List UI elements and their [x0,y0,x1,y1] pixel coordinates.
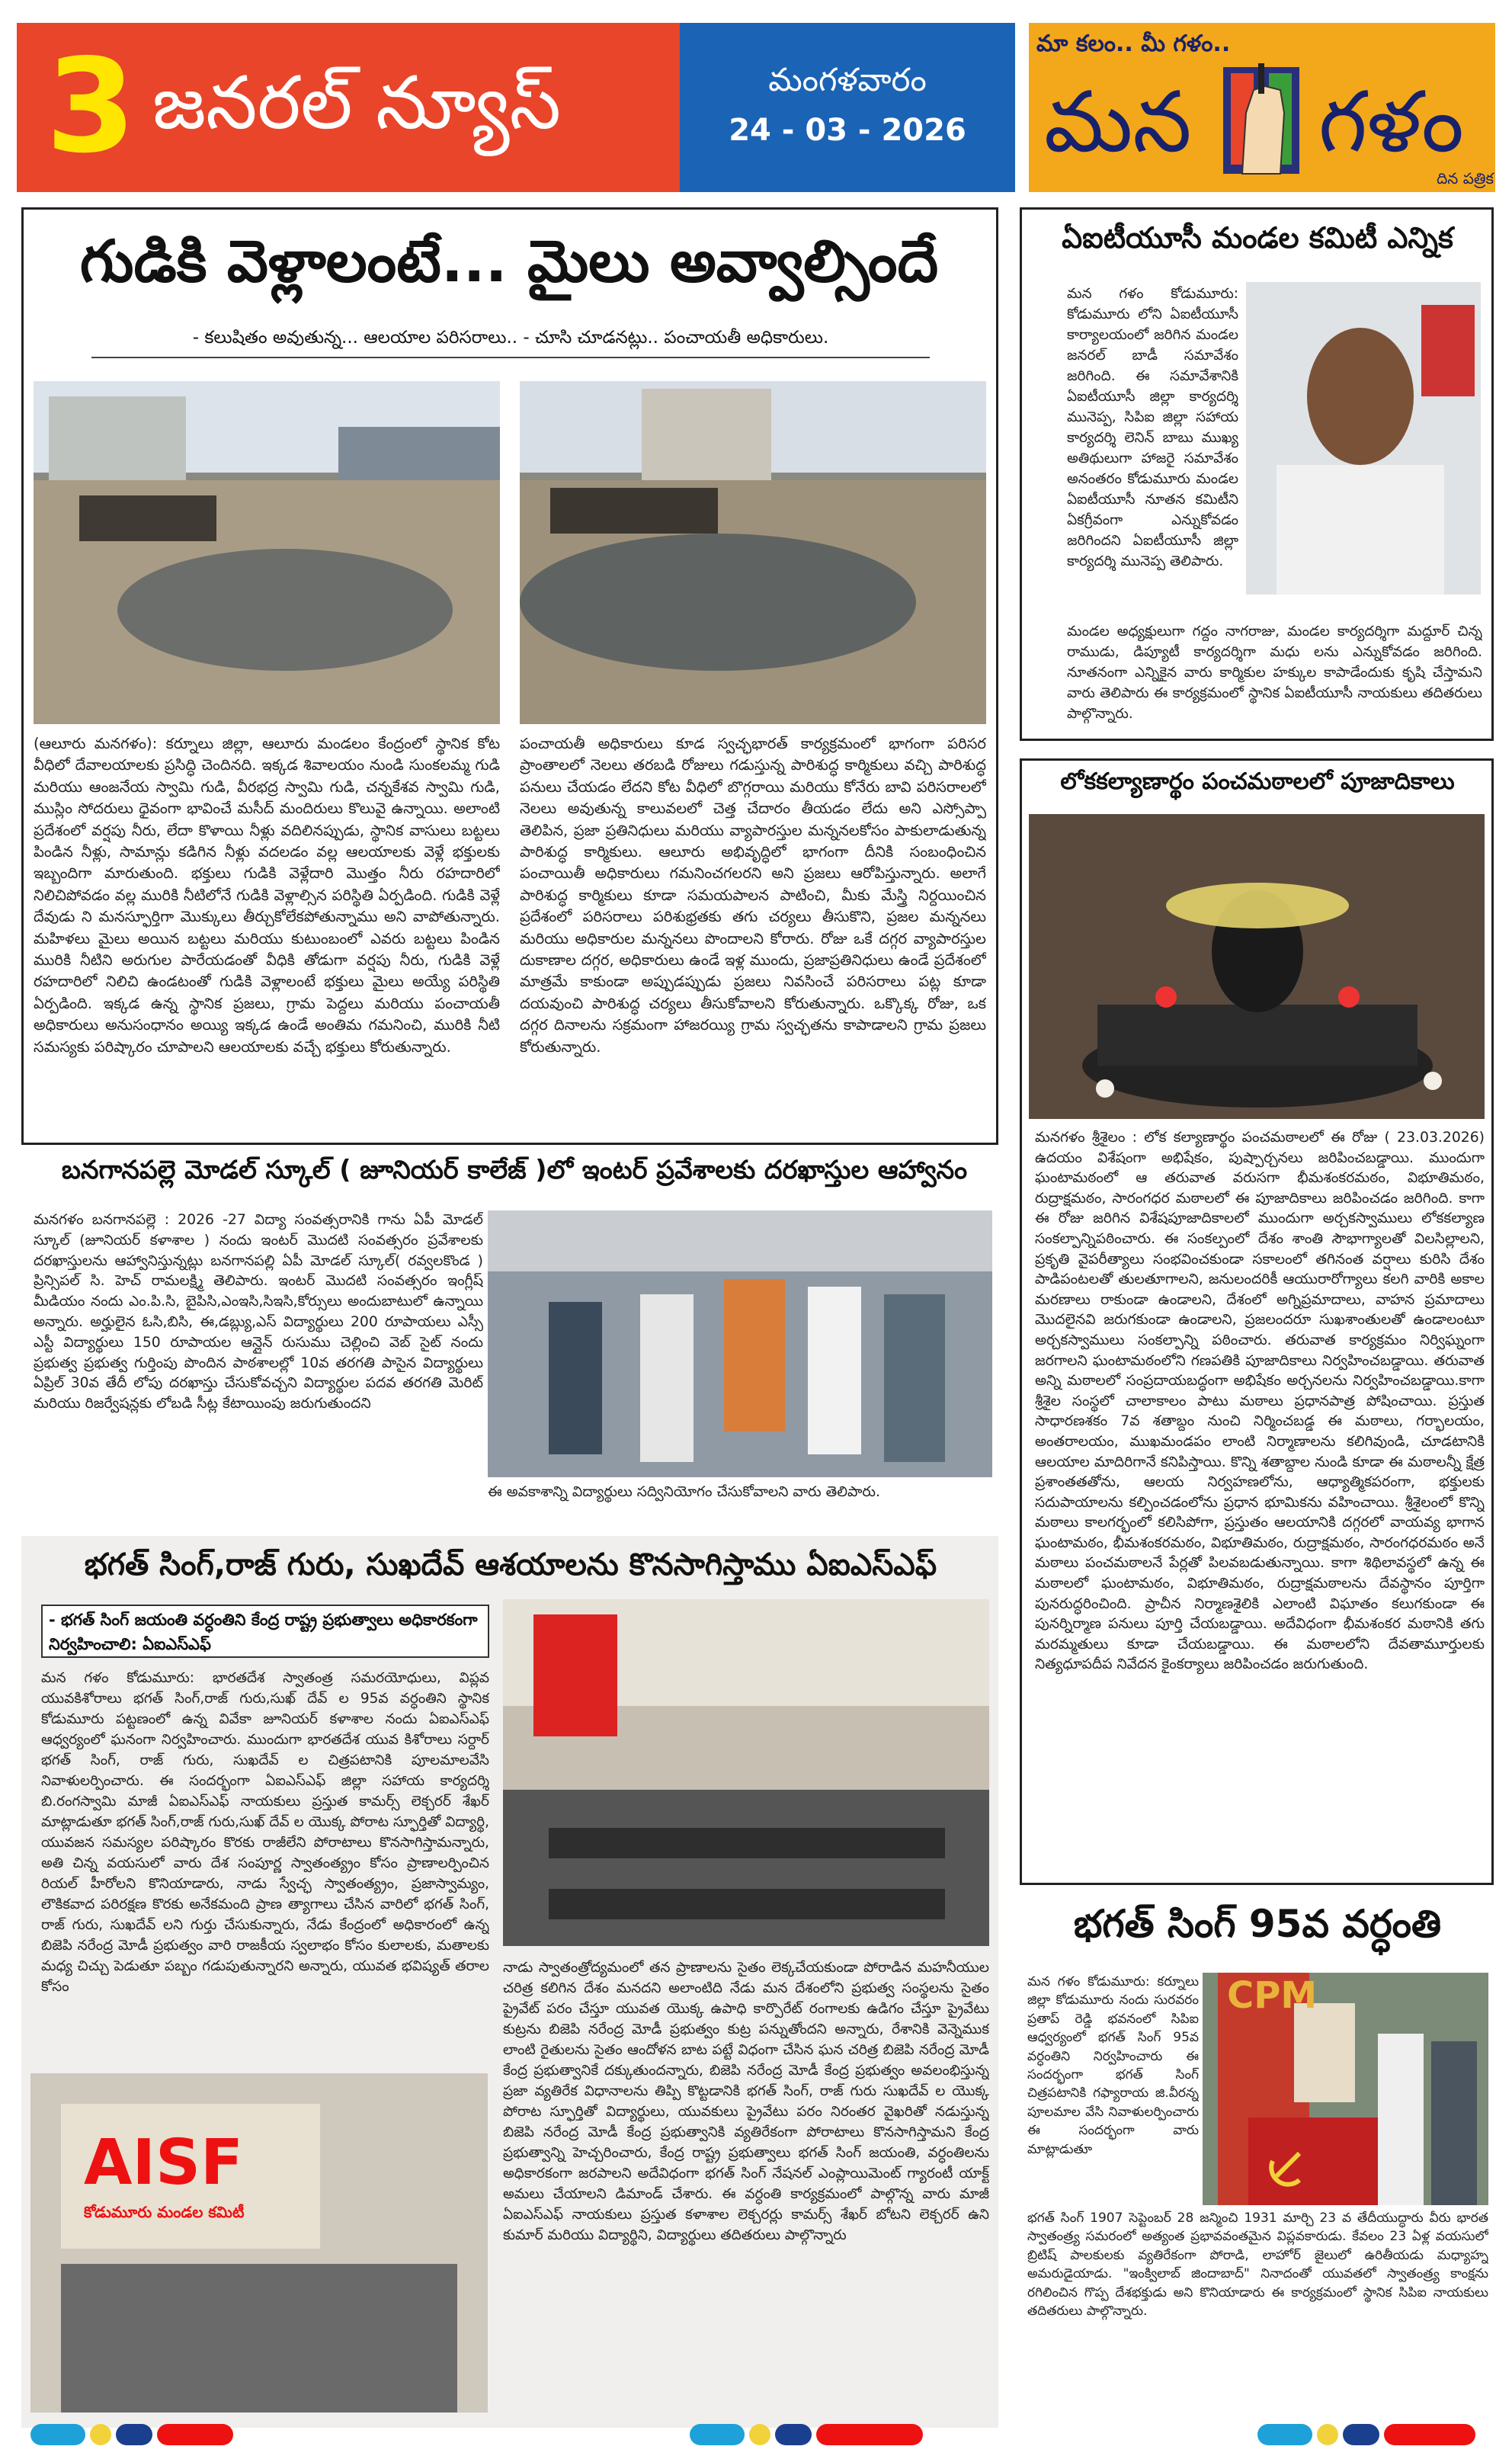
article-aisf-body: మన గళం కోడుమూరు: భారతదేశ స్వాతంత్ర సమరయోధులు, విప్లవ యువకిశోరాలు భగత్ సింగ్,రాజ్ గురు,సుఖ్ దేవ్ ల 95వ వర్ధంతిని స్థానిక కోడుమూరు పట్టణంలో ఉన్న వివేకా జూనియర్ కళాశాల నందు ఏఐఎస్ఎఫ్ ఆధ్వర్యంలో ఘనంగా నిర్వహించారు. ముందుగా భారతదేశ యువ కిశోరాలు సర్దార్ భగత్ సింగ్, రాజ్ గురు, సుఖదేవ్ ల చిత్రపటానికి పూలమాలవేసి నివాళులర్పించారు. ఈ సందర్భంగా ఏఐఎస్ఎఫ్ జిల్లా సహాయ కార్యదర్శి బి.రంగస్వామి మాజీ ఏఐఎస్ఎఫ్ నాయకులు ప్రస్తుత కామర్స్ లెక్చరర్ శేఖర్ మాట్లాడుతూ భగత్ సింగ్,రాజ్ గురు,సుఖ్ దేవ్ ల యొక్క పోరాట స్ఫూర్తితో విద్యార్థి, యువజన సమస్యల పరిష్కారం కొరకు రాజీలేని పోరాటాలు కొనసాగిస్తామన్నారు, అతి చిన్న వయసులో వారు దేశ సంపూర్ణ స్వాతంత్య్రం కోసం ప్రాణాలర్పించిన రియల్ హీరోలని కొనియాడారు, నాడు స్వేచ్ఛ స్వాతంత్య్రం, ప్రజాస్వామ్యం, లౌకికవాద పరిరక్షణ కొరకు అనేకమంది ప్రాణ త్యాగాలు చేసిన వారిలో భగత్ సింగ్, రాజ్ గురు, సుఖదేవ్ లని గుర్తు చేసుకున్నారు, నేడు కేంద్రంలో అధికారంలో ఉన్న బిజెపి నరేంద్ర మోడీ ప్రభుత్వం వారి రాజకీయ స్వలాభం కోసం కులాలకు, మతాలకు మధ్య చిచ్చు పెడుతూ పబ్బం గడుపుతున్నారని అన్నారు, యువత భవిష్యత్ తరాల కోసం [41,1670,489,1995]
page-number: 3 [46,31,136,182]
article-school-body-end: ఈ అవకాశాన్ని విద్యార్థులు సద్వినియోగం చేసుకోవాలని వారు తెలిపారు. [488,1484,880,1500]
raised-fist-pen-icon [1208,59,1315,181]
article-aisf-subheadline: - భగత్ సింగ్ జయంతి వర్ధంతిని కేంద్ర రాష్ట్ర ప్రభుత్వాలు అధికారకంగా నిర్వహించాలి: ఏఐఎస్ఎఫ్ [41,1605,489,1658]
header-date: 24 - 03 - 2026 [729,113,966,148]
photo-aisf-classroom-image [503,1599,989,1946]
photo-temple-street-1-image [34,381,500,724]
header-day: మంగళవారం [768,61,927,98]
article-aituc-headline: ఏఐటీయూసీ మండల కమిటీ ఎన్నిక [1062,221,1453,255]
photo-temple-street-2-image [520,381,986,724]
article-aisf-headline: భగత్ సింగ్,రాజ్ గురు, సుఖదేవ్ ఆశయాలను కొనసాగిస్తాము ఏఐఎస్ఎఫ్ [84,1547,937,1582]
logo-word-galam: గళం [1318,73,1464,171]
aisf-banner-subtext: కోడుమూరు మండల కమిటీ [84,2203,245,2221]
photo-temple-street-1 [34,381,500,724]
photo-aisf-classroom [503,1599,989,1946]
article-bhagat-body: మన గళం కోడుమూరు: కర్నూలు జిల్లా కోడుమూరు నందు సురవరం ప్రతాప్ రెడ్డి భవనంలో సిపిఐ ఆధ్వర్యంలో భగత్ సింగ్ 95వ వర్ధంతిని నిర్వహించారు ఈ సందర్భంగా భగత్ సింగ్ చిత్రపటానికి గఫ్యారాయ జి.వీరన్న పూలమాల వేసి నివాళులర్పించారు ఈ సందర్భంగా వారు మాట్లాడుతూ [1027,1974,1199,2157]
article-bhagat-body-cont: భగత్ సింగ్ 1907 సెప్టెంబర్ 28 జన్మించి 1931 మార్చి 23 వ తేదీయుద్ధారు వీరు భారత స్వాతంత్ర్య సమరంలో అత్యంత ప్రభావవంతమైన విప్లవకారుడు. కేవలం 23 ఏళ్ల వయసులో బ్రిటిష్ పాలకులకు వ్యతిరేకంగా పోరాడి, లాహోర్ జైలులో ఉరితీయడు మధ్యాహ్న అమరుడైయాడు. "ఇంక్విలాబ్ జిందాబాద్" నినాదంతో యువతలో స్వాతంత్ర్య కాంక్షను రగిలించిన గొప్ప దేశభక్తుడు అని కొనియాడారు ఈ కార్యక్రమంలో స్థానిక సిపిఐ నాయకులు తదితరులు పాల్గొన్నారు. [1027,2211,1488,2320]
photo-aituc-portrait [1246,282,1481,595]
article-srisailam-headline: లోకకల్యాణార్థం పంచమఠాలలో పూజాదికాలు [1060,768,1455,795]
photo-temple-street-2 [520,381,986,724]
article-temple-subheadline: - కలుషితం అవుతున్న... ఆలయాల పరిసరాలు.. - చూసి చూడనట్లు.. పంచాయతీ అధికారులు. [91,328,930,358]
article-srisailam-body: మనగళం శ్రీశైలం : లోక కల్యాణార్థం పంచమఠాలలో ఈ రోజు ( 23.03.2026) ఉదయం విశేషంగా అభిషేకం, పుష్పార్చనలు జరిపించబడ్డాయి. ముందుగా ఘంటామఠంలో ఆ తరువాత వరుసగా భీమశంకరమఠం, విభూతిమఠం, రుద్రాక్షమఠం, సారంగధర మఠాలలో ఈ పూజాదికాలు జరిపించడం జరిగింది. కాగా ఈ రోజు జరిగిన విశేషపూజాదికాలలో ముందుగా అర్చకస్వాములు లోకకల్యాణ సంకల్పాన్నిపఠించారు. ఈ సంకల్పంలో దేశం శాంతి సౌభాగ్యాలతో విలసిల్లాలని, ప్రకృతి వైపరీత్యాలు సంభవించకుండా సకాలంలో తగినంత వర్షాలు కురిసి దేశం పాడిపంటలతో తులతూగాలని, జనులందరికీ ఆయురారోగ్యాలు కలగి వారికి అకాల మరణాలు రాకుండా ఉండాలని, దేశంలో అగ్నిప్రమాదాలు, వాహన ప్రమాదాలు మొదలైనవి జరుగకుండా ఉండాలని, ప్రజలందరూ సుఖశాంతులతో ఉండాలంటూ అర్చకస్వాములు సంకల్పాన్ని పఠించారు. తరువాత కార్యక్రమం నిర్విఘ్నంగా జరగాలని ఘంటామఠంలోని గణపతికి పూజాదికాలు నిర్వహించబడ్డాయి. తరువాత అన్ని మఠాలలో సంప్రదాయబద్ధంగా అభిషేకం అర్చనలను నిర్వహించబడ్డాయి.కాగా శ్రీశైల సంస్థలో చాలాకాలం పాటు మఠాలు ప్రధానపాత్ర పోషించాయి. ప్రస్తుత సాధారణశకం 7వ శతాబ్దం నుంచి నిర్మించబడ్డ ఈ మఠాలు, గర్భాలయం, అంతరాలయం, ముఖమండపం లాంటి నిర్మాణాలను కలిగివుండి, చూడటానికి ఆలయాల మాదిరిగానే కనిపిస్తాయి. కొన్ని శతాబ్దాల నుండి కూడా ఈ మఠాలన్నీ క్షేత్ర ప్రశాంతతతోను, ఆలయ నిర్వహణలోను, ఆధ్యాత్మికపరంగా, భక్తులకు సదుపాయాలను కల్పించడంలోను ప్రధాన భూమికను వహించాయి. శ్రీశైలంలో కొన్ని మఠాలు కాలగర్భంలో కలిసిపోగా, ప్రస్తుతం ఆలయానికి దగ్గరలో వాయవ్య భాగాన ఘంటామఠం, భీమశంకరమఠం, విభూతిమఠం, రుద్రాక్షమఠం, సారంగధరమఠం అనే మఠాలు పంచమఠాలనే పేర్లతో పిలవబడుతున్నాయి. కాగా శిథిలావస్థలో ఉన్న ఈ మఠాలలో ఘంటామఠం, విభూతిమఠం, రుద్రాక్షమఠాలను దేవస్థానం పూర్తిగా పునరుద్ధరించింది. ప్రాచీన నిర్మాణశైలికి ఎలాంటి విఘాతం కలుగకుండా ఈ పునర్నిర్మాణ పనులు పూర్తి చేయబడ్డాయి. అదేవిధంగా భీమశంకర మఠానికి తగు మరమ్మతులు కూడా చేయబడ్డాయి. ఈ మఠాలలోని దేవతామూర్తులకు నిత్యధూపదీప నివేదన కైంకర్యాలు జరిపించడం జరుగుతుంది. [1035,1130,1485,1673]
photo-aituc-portrait-image [1246,282,1481,595]
logo-subtitle: దిన పత్రిక [1437,169,1494,188]
photo-school-visit [488,1210,992,1477]
section-title: జనరల్ న్యూస్ [152,60,561,146]
photo-shivalinga-image [1029,814,1485,1119]
article-aituc-body: మన గళం కోడుమూరు: కోడుమూరు లోని ఏఐటీయూసీ కార్యాలయంలో జరిగిన మండల జనరల్ బాడీ సమావేశం జరిగింది. ఈ సమావేశానికి ఏఐటీయూసీ జిల్లా కార్యదర్శి మునెప్ప, సిపిఐ జిల్లా సహాయ కార్యదర్శి లెనిన్ బాబు ముఖ్య అతిథులుగా హాజరై సమావేశం అనంతరం కోడుమూరు మండల ఏఐటీయూసీ నూతన కమిటీని ఏకగ్రీవంగా ఎన్నుకోవడం జరిగిందని ఏఐటీయూసీ జిల్లా కార్యదర్శి మునెప్ప తెలిపారు. [1067,286,1238,569]
article-temple-headline: గుడికి వెళ్లాలంటే... మైలు అవ్వాల్సిందే [79,227,939,295]
cpm-banner-text: CPM [1227,1974,1318,2017]
photo-aisf-banner [30,2073,488,2413]
header-date-band [680,23,1015,192]
article-temple-body-left: (ఆలూరు మనగళం): కర్నూలు జిల్లా, ఆలూరు మండలం కేంద్రంలో స్థానిక కోట వీధిలో దేవాలయాలకు ప్రసిద్ధి చెందినది. ఇక్కడ శివాలయం నుండి సుంకలమ్మ గుడి మరియు ఆంజనేయ స్వామి గుడి, వీరభద్ర స్వామి గుడి, చన్నకేశవ స్వామి గుడి, ముస్లిం సోదరులు ధైవంగా భావించే మసీద్ మందిరులు కొలువై ఉన్నాయి. అలాంటి ప్రదేశంలో వర్షపు నీరు, లేదా కొళాయి నీళ్లు వదిలినప్పుడు, స్థానిక వాసులు బట్టలు పిండిన నీళ్లు, సామాన్లు కడిగిన నీళ్లు వదలడం వల్ల ఆలయాలకు వెళ్లే భక్తులకు ఇబ్బందిగా మారుతుంది. భక్తులు గుడికి వెళ్లేదారి మొత్తం నీరు రహదారిలో నిలిచిపోవడం వల్ల మురికి నీటిలోనే గుడికి వెళ్లాల్సిన పరిస్థితి ఏర్పడింది. గుడికి వెళ్లే దేవుడు ని మనస్ఫూర్తిగా మొక్కులు తీర్చుకోలేకపోతున్నాము అని వాపోతున్నారు. మహిళలు మైలు అయిన బట్టలు మరియు కుటుంబంలో ఎవరు బట్టలు పిండిన మురికి నీటిని అరుగుల పారేయడంతో వీధికి తోడుగా వర్షపు నీరు, గుడికి వెళ్లే రహదారిలో నిలిచి ఉండటంతో గుడికి వెళ్లాలంటే భక్తులు మైలు అయ్యే పరిస్థితి ఏర్పడింది. ఇక్కడ ఉన్న స్థానిక ప్రజలు, గ్రామ పెద్దలు మరియు పంచాయతీ అధికారులు అనుసంధానం అయ్యి ఇక్కడ ఉండే అంతిమ గమనించి, మురికి నీటి సమస్యకు పరిష్కారం చూపాలని ఆలయాలకు వచ్చే భక్తులు కోరుతున్నారు. [34,735,500,1056]
photo-shivalinga [1029,814,1485,1119]
photo-aisf-banner-image [30,2073,488,2413]
article-temple-body-right: పంచాయతీ అధికారులు కూడ స్వచ్ఛభారత్ కార్యక్రమంలో భాగంగా పరిసర ప్రాంతాలలో నెలలు తరబడి రోజులు గడుస్తున్న పారిశుద్ధ కార్మికులు వచ్చి పారిశుద్ధ పనులు చేయడం లేదని కోట వీధిలో బొగ్గరాయి మరియు కోనేరు బావి పరిసరాలలో నెలలు అవుతున్న కాలువలలో చెత్త చేదారం తీయడం లేదు అని ఎస్సోప్పా తెలిపిన, ప్రజా ప్రతినిధులు మరియు వ్యాపారస్తుల మన్ననలకోసం పాకులాడుతున్న పారిశుద్ధ కార్మికులు. ఆలూరు అభివృద్ధిలో భాగంగా దీనికి సంబంధించిన పంచాయితీ అధికారులు గమనించగలరని అని ప్రజలు ఆరోపిస్తున్నారు. అలాగే పారిశుద్ధ కార్మికులు కూడా సమయపాలన పాటించి, మీకు మేస్త్రి నిర్దయించిన ప్రదేశంలో పరిసరాలు పరిశుభ్రతకు తగు చర్యలు తీసుకొని, ప్రజల మన్ననలు మరియు అధికారుల మన్ననలు పొందాలని కోరారు. రోజు ఒకే దగ్గర వ్యాపారస్తుల దుకాణాల దగ్గర, అధికారులు ఉండే ఇళ్ల ముందు, ప్రజాప్రతినిధులు ఉండే ప్రదేశంలో మాత్రమే కాకుండా అప్పుడప్పుడు ప్రజలు నివసించే పరిసరాలు పట్ల కూడా దయవుంచి పారిశుద్ధ చర్యలు తీసుకోవాలని కోరుతున్నారు. ఒక్కొక్క రోజు, ఒక దగ్గర దినాలను సక్రమంగా హాజరయ్యి గ్రామ స్వచ్ఛతను కాపాడాలని గ్రామ ప్రజలు కోరుతున్నారు. [520,735,986,1056]
footer-decoration-center [690,2424,934,2445]
article-aisf-body-right: నాడు స్వాతంత్రోద్యమంలో తన ప్రాణాలను సైతం లెక్కచేయకుండా పోరాడిన మహనీయుల చరిత్ర కలిగిన దేశం మనదని అలాంటిది నేడు మన దేశంలోని ప్రభుత్వ సంస్థలను సైతం ప్రైవేట్ పరం చేస్తూ యువత యొక్క ఉపాధి కార్పొరేట్ రంగాలకు ఉడిగం చేస్తూ ప్రైవేటు కుట్రను బిజెపి నరేంద్ర మోడీ ప్రభుత్వం కుట్ర పన్నుతోందని అన్నారు, రేశానికి వెన్నెముక లాంటి రైతులను సైతం ఆందోళన బాట పట్టే విధంగా చేసిన ఘన చరిత్ర బిజెపి నరేంద్ర మోడీ కేంద్ర ప్రభుత్వానికే దక్కుతుందన్నారు, బిజెపి నరేంద్ర మోడీ కేంద్ర ప్రభుత్వం అవలంభిస్తున్న ప్రజా వ్యతిరేక విధానాలను తిప్పి కొట్టడానికి భగత్ సింగ్, రాజ్ గురు సుఖదేవ్ ల యొక్క పోరాట స్ఫూర్తితో విద్యార్థులు, యువకులు ప్రైవేటు పరం నిరంతర వైఖరితో నడుస్తున్న బిజెపి నరేంద్ర మోడీ కేంద్ర ప్రభుత్వానికి వ్యతిరేకంగా పోరాటాలు కొనసాగిస్తామని కేంద్ర ప్రభుత్వాన్ని హెచ్చరించారు, కేంద్ర రాష్ట్ర ప్రభుత్వాలు భగత్ సింగ్ జయంతి, వర్ధంతిలను అధికారకంగా జరపాలని అదేవిధంగా భగత్ సింగ్ నేషనల్ ఎంప్లాయిమెంట్ గ్యారంటీ యాక్ట్ అమలు చేయాలని డిమాండ్ చేశారు. ఈ వర్ధంతి కార్యక్రమంలో పాల్గొన్న వారు మాజీ ఏఐఎస్ఎఫ్ నాయకులు ప్రస్తుత కళాశాల లెక్చరర్లు కామర్స్ శేఖర్ బోటని లెక్చరర్ ఉని కుమార్ మరియు విద్యార్థిని, విద్యార్థులు తదితరులు పాల్గొన్నారు [503,1960,989,2243]
footer-decoration-left [30,2424,236,2445]
article-aituc-body-cont: మండల అధ్యక్షులుగా గద్దం నాగరాజు, మండల కార్యదర్శిగా మద్దూర్ చిన్న రాముడు, డిప్యూటీ కార్యదర్శిగా మధు లను ఎన్నుకోవడం జరిగింది. నూతనంగా ఎన్నికైన వారు కార్మికుల హక్కుల కాపాడేందుకు కృషి చేస్తామని వారు తెలిపారు ఈ కార్యక్రమంలో స్థానిక ఏఐటీయూసీ నాయకులు తదితరులు పాల్గొన్నారు. [1067,624,1482,722]
hammer-sickle-icon [1265,2142,1311,2188]
aisf-banner-text: AISF [84,2127,244,2199]
logo-tagline: మా కలం.. మీ గళం.. [1036,30,1231,57]
article-school-body: మనగళం బనగానపల్లె : 2026 -27 విద్యా సంవత్సరానికి గాను ఏపీ మోడల్ స్కూల్ (జూనియర్ కళాశాల ) నందు ఇంటర్ మొదటి సంవత్సరం ప్రవేశాలకు దరఖాస్తులను ఆహ్వానిస్తున్నట్లు బనగానపల్లి ఏపీ మోడల్ స్కూల్( రవ్వలకొండ ) ప్రిన్సిపల్ సి. హెచ్ రామలక్ష్మి తెలిపారు. ఇంటర్ మొదటి సంవత్సరం ఇంగ్లీష్ మీడియం నందు ఎం.పి.సి, బైపిసి,ఎంఇసి,సిఇసి,కోర్సులు అందుబాటులో ఉన్నాయి అన్నారు. అర్హులైన ఓసి,బిసి, ఈ,డబ్ల్యు,ఎస్ విద్యార్థులు 200 రూపాయలు ఎస్సీ ఎస్టీ విద్యార్థులు 150 రూపాయల ఆన్లైన్ రుసుము చెల్లించి వెబ్ సైట్ నందు ప్రభుత్వ ప్రభుత్వ గుర్తింపు పొందిన పాఠశాలల్లో 10వ తరగతి పాసైన విద్యార్థులు ఏప్రిల్ 30వ తేదీ లోపు దరఖాస్తు చేసుకోవచ్చని విద్యార్థుల పదవ తరగతి మెరిట్ మరియు రిజర్వేషన్లకు లోబడి సీట్ల కేటాయింపు జరుగుతుందని [34,1212,483,1412]
article-bhagat-headline: భగత్ సింగ్ 95వ వర్ధంతి [1073,1902,1442,1946]
article-school-headline: బనగానపల్లె మోడల్ స్కూల్ ( జూనియర్ కాలేజ్ )లో ఇంటర్ ప్రవేశాలకు దరఖాస్తుల ఆహ్వానం [61,1155,968,1185]
photo-school-visit-image [488,1210,992,1477]
footer-decoration-right [1257,2424,1486,2445]
logo-word-mana: మన [1044,73,1192,171]
